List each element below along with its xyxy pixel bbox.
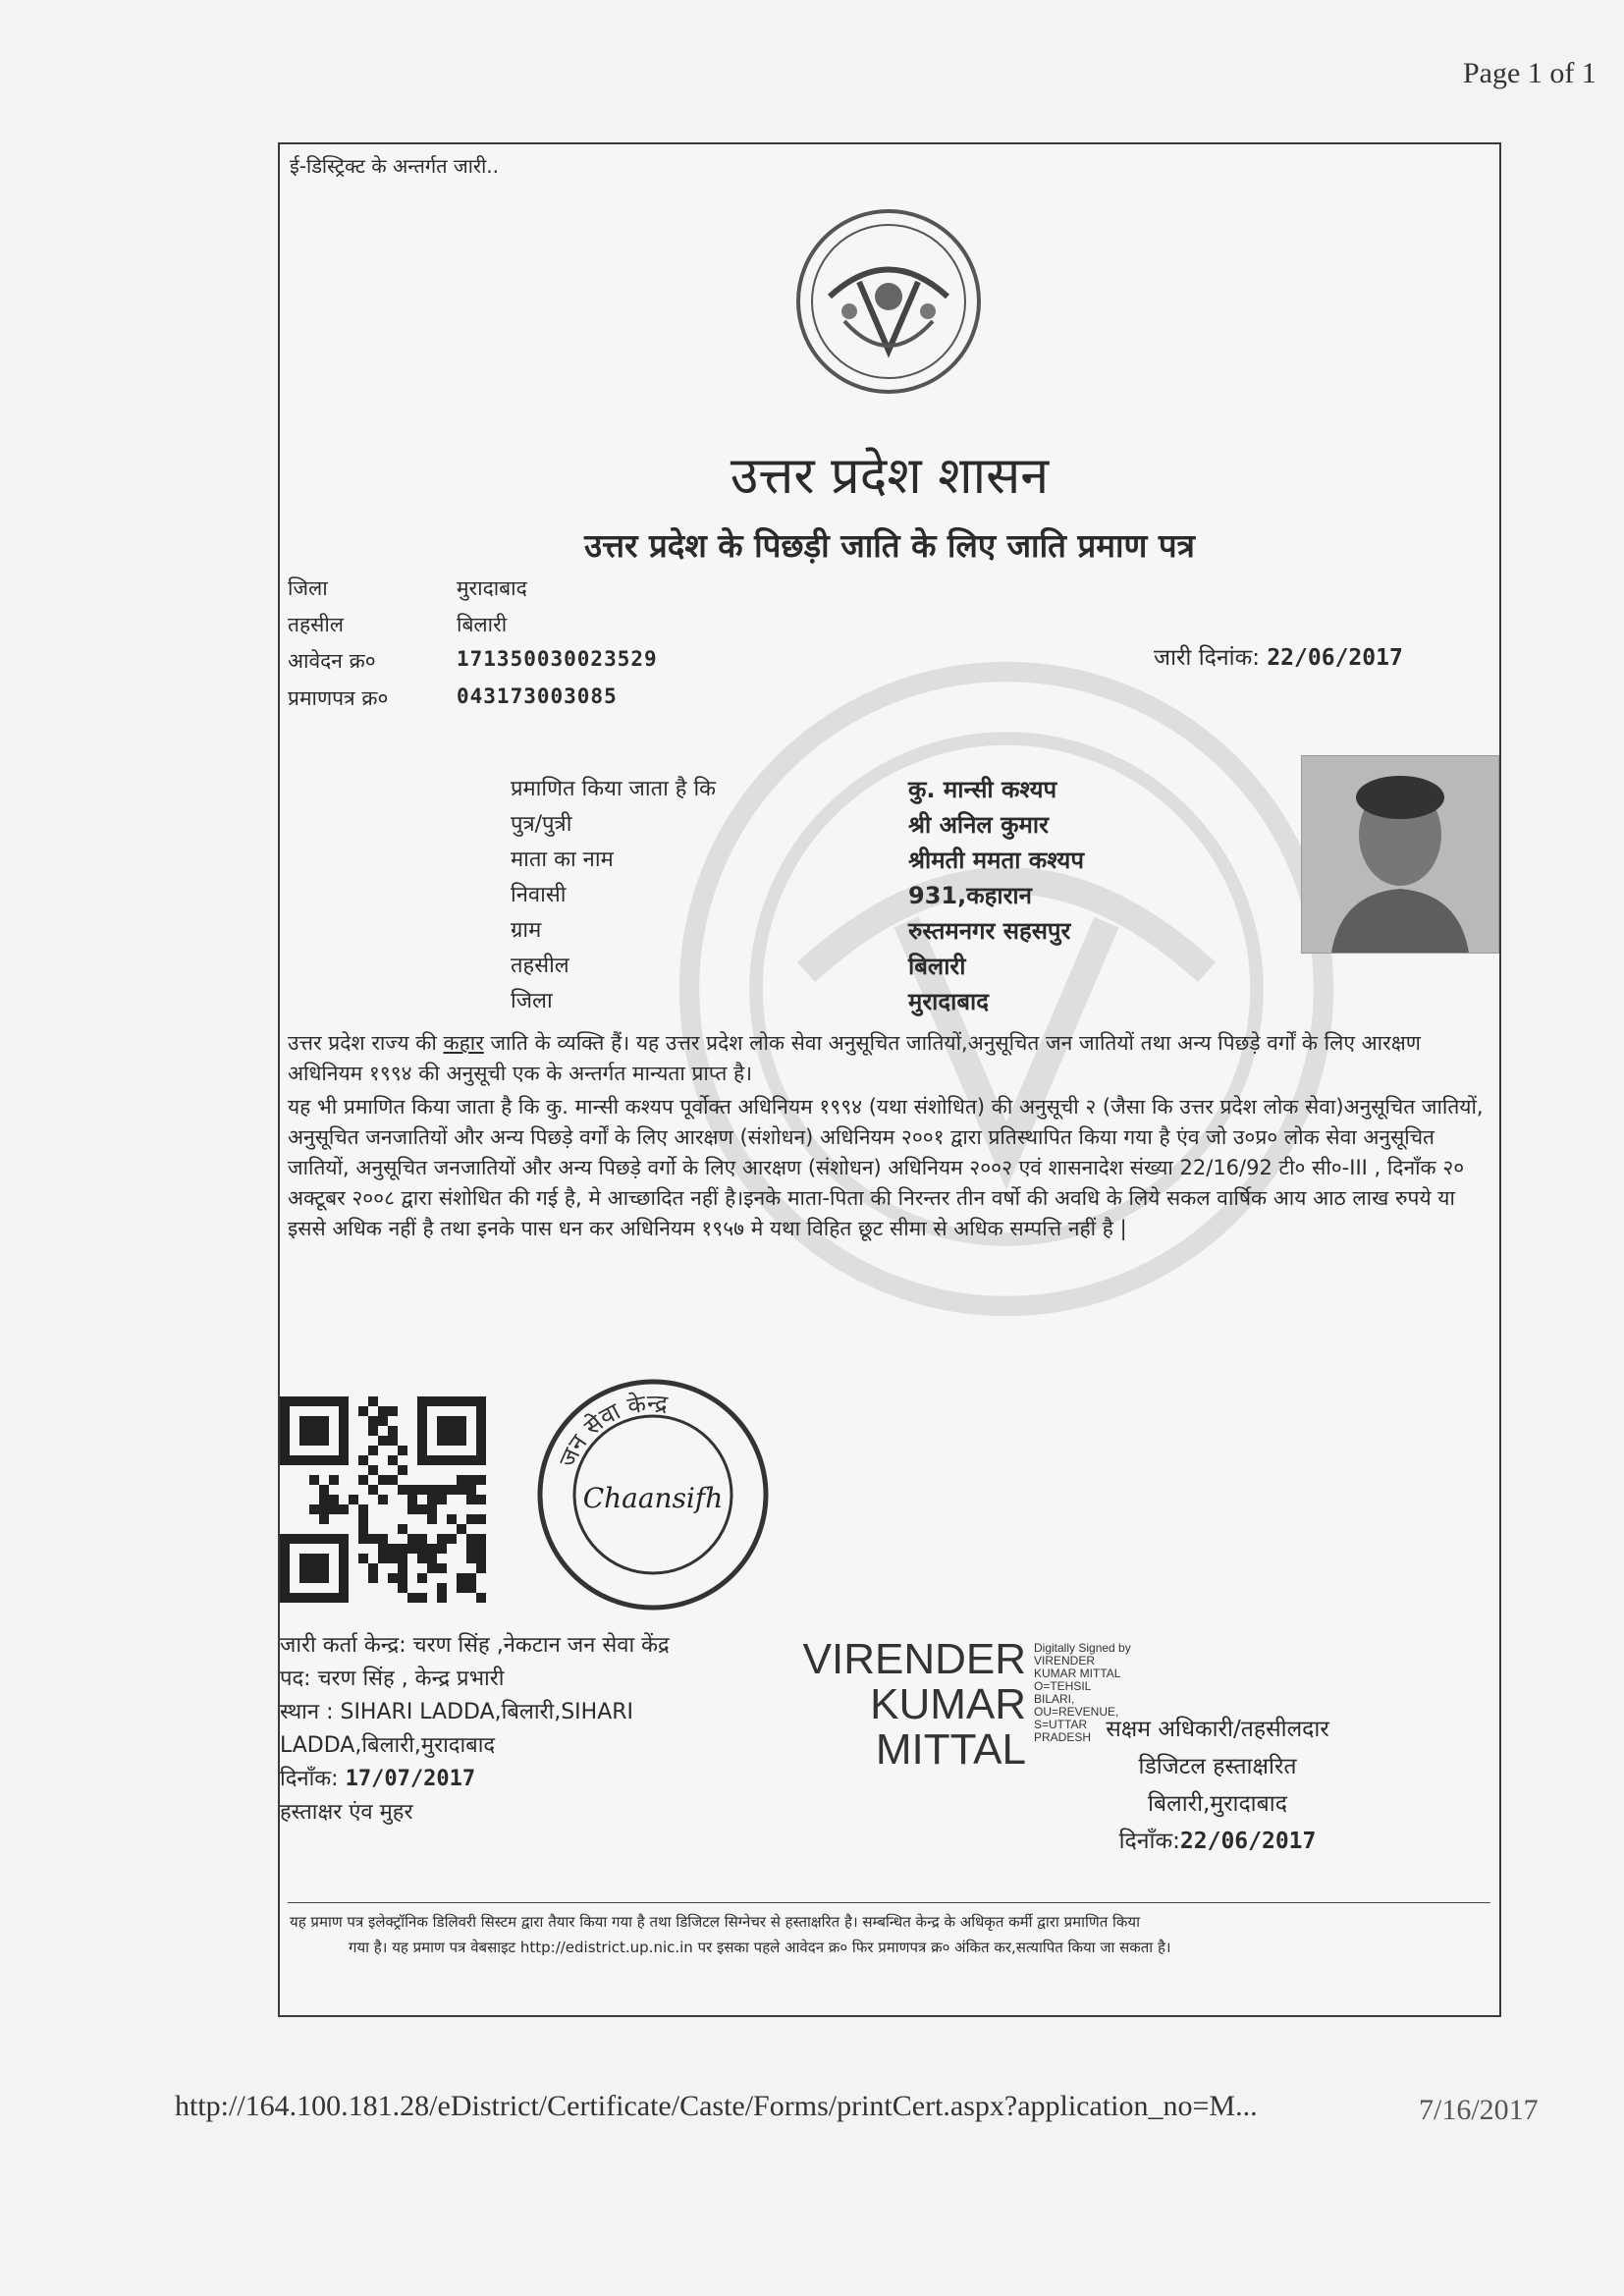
issuer-date: दिनाँक: 17/07/2017 [280, 1767, 476, 1791]
certificate-no-label: प्रमाणपत्र क्र० [288, 686, 389, 710]
certified-label: प्रमाणित किया जाता है कि [511, 777, 717, 801]
certificate-subtitle: उत्तर प्रदेश के पिछड़ी जाति के लिए जाति प्रमाण पत्र [584, 526, 1195, 565]
person-tehsil-label: तहसील [511, 954, 569, 978]
issuing-center: जारी कर्ता केन्द्र: चरण सिंह ,नेकटान जन सेवा केंद्र [280, 1633, 670, 1658]
village-label: ग्राम [511, 918, 542, 943]
svg-text:जन सेवा केन्द्र [554, 1390, 670, 1471]
creamy-layer-paragraph: यह भी प्रमाणित किया जाता है कि कु. मान्सी कश्यप पूर्वोक्त अधिनियम १९९४ (यथा संशोधित) की अनुसूची २ (जैसा कि उत्तर प्रदेश लोक सेवा)अनुसूचित जातियों, अनुसूचित जनजातियों और अन्य पिछड़े वर्गों के लिए आरक्षण (संशोधन) अधिनियम २००१ द्वारा प्रतिस्थापित किया गया है एंव जो उ०प्र० लोक सेवा अनुसूचित जातियों, अनुसूचित जनजातियों और अन्य पिछड़े वर्गो के लिए आरक्षण (संशोधन) अधिनियम २००२ एवं शासनादेश संख्या 22/16/92 टी० सी०-III , दिनाँक २० अक्टूबर २००८ द्वारा संशोधित की गई है, मे आच्छादित नहीं है।इनके माता-पिता की निरन्तर तीन वर्षो की अवधि के लिये सकल वार्षिक आय आठ लाख रुपये या इससे अधिक नहीं है तथा इनके पास धन कर अधिनियम १९५७ मे यथा विहित छूट सीमा से अधिक सम्पत्ति नहीं है | [288, 1095, 1484, 1240]
issue-date-label: जारी दिनांक: [1154, 645, 1261, 671]
father-name: श्री अनिल कुमार [908, 811, 1049, 839]
resident-value: 931,कहारान [908, 882, 1032, 909]
edistrict-note: ई-डिस्ट्रिक्ट के अन्तर्गत जारी.. [290, 154, 499, 178]
district-label: जिला [288, 576, 328, 600]
authority-signed-note: डिजिटल हस्ताक्षरित [1138, 1754, 1297, 1779]
parent-label: पुत्र/पुत्री [511, 812, 572, 837]
mother-name: श्रीमती ममता कश्यप [908, 847, 1084, 874]
caste-name: कहार [443, 1031, 484, 1055]
footer-divider [288, 1902, 1490, 1903]
tehsil-label: तहसील [288, 613, 344, 636]
seal-signature: Chaansifh [582, 1482, 724, 1514]
issuer-place-line2: LADDA,बिलारी,मुरादाबाद [280, 1733, 496, 1758]
caste-paragraph: उत्तर प्रदेश राज्य की कहार जाति के व्यक्ति हैं। यह उत्तर प्रदेश लोक सेवा अनुसूचित जातियों,अनुसूचित जन जातियों तथा अन्य पिछड़े वर्गों के लिए आरक्षण अधिनियम १९९४ की अनुसूची एक के अन्तर्गत मान्यता प्राप्त है। [288, 1031, 1421, 1085]
qr-code [280, 1396, 486, 1603]
authority-date: दिनाँक:22/06/2017 [1118, 1829, 1317, 1854]
competent-authority-block [1060, 1711, 1375, 1860]
print-date: 7/16/2017 [1419, 2094, 1539, 2126]
person-silhouette-icon [1302, 756, 1498, 953]
verification-footer: यह प्रमाण पत्र इलेक्ट्रॉनिक डिलिवरी सिस्टम द्वारा तैयार किया गया है तथा डिजिटल सिग्नेचर से हस्ताक्षरित है। सम्बन्धित केन्द्र के अधिकृत कर्मी द्वारा प्रमाणित किया गया है। यह प्रमाण पत्र वेबसाइट http://edistrict.up.nic.in पर इसका पहले आवेदन क्र० फिर प्रमाणपत्र क्र० अंकित कर,सत्यापित किया जा सकता है। [290, 1913, 1171, 1956]
application-no-value: 171350030023529 [457, 647, 658, 671]
village-value: रुस्तमनगर सहसपुर [908, 917, 1071, 945]
page-title: उत्तर प्रदेश शासन [730, 447, 1050, 506]
up-government-emblem [790, 203, 987, 400]
digital-signer-name: VIRENDER KUMAR MITTAL [802, 1635, 1026, 1774]
tehsil-value: बिलारी [457, 613, 508, 636]
sign-stamp-note: हस्ताक्षर एंव मुहर [280, 1800, 413, 1825]
applicant-photo [1301, 755, 1499, 954]
authority-location: बिलारी,मुरादाबाद [1148, 1791, 1287, 1817]
district-value: मुरादाबाद [457, 576, 527, 600]
resident-label: निवासी [511, 883, 567, 907]
mother-label: माता का नाम [511, 847, 614, 872]
certificate-no-value: 043173003085 [457, 684, 618, 708]
issue-date [1154, 640, 1403, 672]
seal-text: जन सेवा केन्द्र [553, 1389, 670, 1472]
person-tehsil-value: बिलारी [908, 953, 966, 980]
application-no-label: आवेदन क्र० [288, 649, 376, 673]
person-district-label: जिला [511, 989, 553, 1013]
person-name: कु. मान्सी कश्यप [908, 776, 1057, 803]
jan-seva-kendra-seal [530, 1372, 776, 1617]
authority-title: सक्षम अधिकारी/तहसीलदार [1106, 1717, 1329, 1742]
person-district-value: मुरादाबाद [908, 988, 990, 1015]
issuer-place-line1: स्थान : SIHARI LADDA,बिलारी,SIHARI [280, 1700, 634, 1724]
issuer-post: पद: चरण सिंह , केन्द्र प्रभारी [280, 1667, 505, 1691]
digital-signature-details: Digitally Signed by VIRENDER KUMAR MITTAL O=TEHSIL BILARI, OU=REVENUE, S=UTTAR PRADESH [1034, 1641, 1131, 1744]
issue-date-value: 22/06/2017 [1267, 645, 1403, 671]
issuing-center-block [280, 1629, 771, 1830]
page-number: Page 1 of 1 [1463, 57, 1597, 89]
print-url: http://164.100.181.28/eDistrict/Certificate/Caste/Forms/printCert.aspx?application_no=M... [175, 2090, 1258, 2122]
caste-certificate [278, 142, 1501, 2017]
